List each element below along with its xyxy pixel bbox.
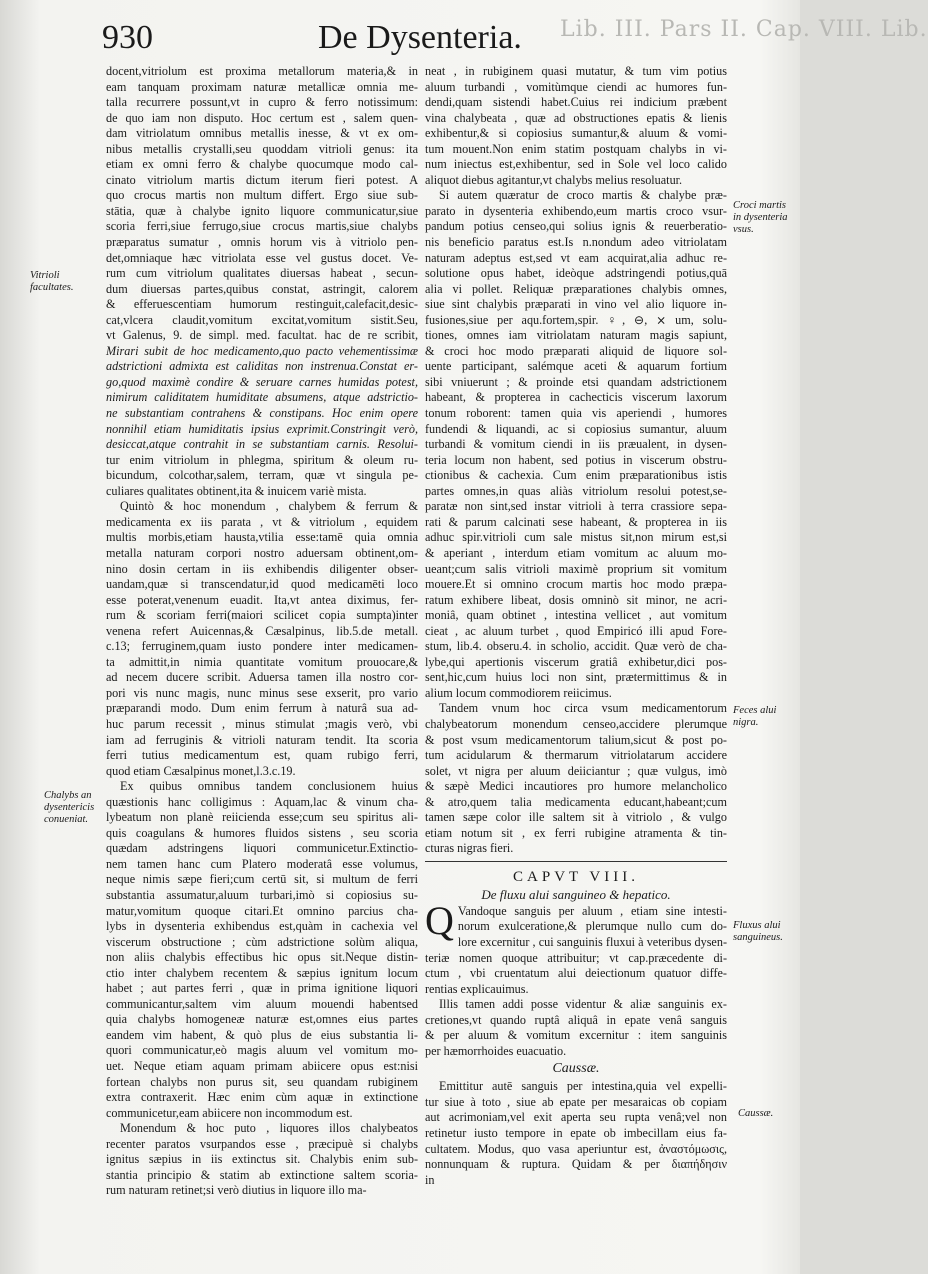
text-line: rentias explicauimus. xyxy=(425,981,529,996)
text-line: stantia principio & statim ab extinctione saltem scoria- xyxy=(106,1167,418,1182)
text-line: Tandem vnum hoc circa vsum medicamentorum xyxy=(439,701,727,716)
bleed-through-text: Lib. III. Pars II. Cap. VIII. Lib. xyxy=(560,17,928,42)
text-line: siue sint chalybis præparati in vino vel alio liquore in- xyxy=(425,297,727,312)
text-line: pori vis nunc magis, nunc minus sese exserit, pro vario xyxy=(106,685,418,700)
text-line: ueant;cum salis vitrioli maximè proprium sit vomitum xyxy=(425,561,727,576)
text-line: nimirum caliditatem humiditate absumens, atque adstrictio- xyxy=(106,390,418,405)
text-line: vina chalybeata , quæ ad obstructiones epatis & lienis xyxy=(425,110,727,125)
running-title: De Dysenteria. xyxy=(318,19,522,56)
text-line: & sæpè Medici incautiores pro humore melancholico xyxy=(425,779,727,794)
text-line: eandem vim habent, & quò plus de eius substantia li- xyxy=(106,1027,418,1042)
text-line: quia chalybs homogeneæ naturæ est,omnes eius partes xyxy=(106,1012,418,1027)
chapter-heading: CAPVT VIII. xyxy=(425,861,727,886)
text-line: Si autem quæratur de croco martis & chalybe præ- xyxy=(439,188,727,203)
chapter-intro xyxy=(425,897,727,1059)
text-line: nis beneficio paratus est.Is n.nondum adeo vitriolatam xyxy=(425,235,727,250)
text-line: Mirari subit de hoc medicamento,quo pacto vehementissimæ xyxy=(106,343,418,358)
text-line: non aliis chalybis effectibus hic opus sit.Neque distin- xyxy=(106,950,418,965)
text-line: fortean chalybs non purus sit, seu quandam rubiginem xyxy=(106,1074,418,1089)
text-line: ad necem ducere scribit. Aduersa tamen illa nostro cor- xyxy=(106,670,418,685)
text-line: communicetur,eam abiicere non incommodum est. xyxy=(106,1105,353,1120)
text-line: huc parum recessit , minus stimulat ;magis verò, vbi xyxy=(106,716,418,731)
text-line: tum mouent.Non enim statim postquam chalybs in vi- xyxy=(425,141,727,156)
text-line: exhibentur,& si copiosius sumantur,& aluum & vomi- xyxy=(425,126,727,141)
text-line: desiccat,atque contrahit in se substantiam carnis. Resolui- xyxy=(106,437,418,452)
text-line: naturam adeptus est,sed vt eam acquirat,alia adhuc re- xyxy=(425,250,727,265)
text-line: parato in dysenteria exhibendo,eum martis croco vsur- xyxy=(425,203,727,218)
text-line: iam ad ferruginis & vitrioli naturam tendit. Ita scoria xyxy=(106,732,418,747)
text-line: Ex quibus omnibus tandem conclusionem huius xyxy=(120,779,418,794)
section-text xyxy=(425,1079,727,1188)
text-line: sent,hic,cum huius loci non sint, prætermittimus & in xyxy=(425,670,727,685)
text-line: nonnunquam & ruptura. Quidam & per διαπήδησιν xyxy=(425,1157,727,1172)
margin-note-feces: Feces alui nigra. xyxy=(733,705,777,728)
text-line: habet ; aut partes ferri , quæ in prima ignitione liquori xyxy=(106,981,418,996)
margin-note-vitrioli: Vitrioli facultates. xyxy=(30,270,74,293)
text-line: Emittitur autē sanguis per intestina,quia vel expelli- xyxy=(439,1079,727,1094)
left-column xyxy=(106,64,418,1199)
text-line: & atro,quem talia medicamenta educant,habeant;cum xyxy=(425,794,727,809)
text-line: etiam notum sit , ex ferri rubigine atramenta & tin- xyxy=(425,825,727,840)
text-line: norum exulceratione,& plerumque nullo cum do- xyxy=(457,919,727,934)
text-line: aluum turbandi , vomitùmque ciendi ac humores fun- xyxy=(425,79,727,94)
text-line: nino dosin certam in iis exhibendis diligenter obser- xyxy=(106,561,418,576)
text-line: quis coagulans & humores fluidos sistens , seu scoria xyxy=(106,825,418,840)
text-line: docent,vitriolum est proxima metallorum materia,& in xyxy=(106,64,418,78)
text-line: ta admittit,in nimia quantitate vomitum prouocare,& xyxy=(106,654,418,669)
text-line: nonnihil etiam humiditatis ipsius exprimit.Constringit verò, xyxy=(106,421,418,436)
text-line: uet. Neque etiam aquam primam abiicere opus est:nisi xyxy=(106,1059,418,1073)
text-line: moniâ, quam obtinet , intestina vellicet , aut vomitum xyxy=(425,608,727,623)
text-line: vt Galenus, 9. de simpl. med. facultat. hac de re scribit, xyxy=(106,328,418,343)
text-line: cinato vitriolum martis dictum iterum fieri potest. A xyxy=(106,172,418,187)
text-line: c.13; ferruginem,quam iusto pondere inter medicamen- xyxy=(106,639,418,654)
text-line: fundendi & liquandi, ac si copiosius sumantur, aluum xyxy=(425,421,727,436)
text-line: solutione opus habet, ideòque adstringendi potius,quā xyxy=(425,266,727,281)
text-line: partes omnes,in quas aliàs vitriolum resolui potest,se- xyxy=(425,483,727,498)
text-line: nibus metallis crystalli,seu quoddam vitrioli genus: ita xyxy=(106,141,418,156)
text-line: ne substantiam contrahens & constipans. Hoc enim opere xyxy=(106,406,418,421)
section-heading: Caussæ. xyxy=(552,1061,600,1077)
text-line: rum naturam retinet;si verò diutius in liquore illo ma- xyxy=(106,1183,367,1198)
text-line: ctum , vbi cruentatum alui deiectionum quatuor diffe- xyxy=(425,966,727,981)
text-line: alium locum commodiorem reiicimus. xyxy=(425,685,612,700)
text-line: solet, vt nigra per aluum deiiciantur ; quæ vulgus, imò xyxy=(425,763,727,778)
text-line: tur enim vitriolum in phlegma, spiritum & oleum ru- xyxy=(106,452,418,467)
text-line: etiam ex omni ferro & chalybe quocumque modo cal- xyxy=(106,157,418,172)
text-line: uandam,quæ si transcendatur,id quod medicamēti loco xyxy=(106,577,418,592)
text-line: recenter paratos vsurpandos esse , præcipuè si chalybs xyxy=(106,1136,418,1151)
text-line: nem tamen hanc cum Platero moderatâ esse volumus, xyxy=(106,856,418,871)
text-line: de quo iam non disputo. Hoc certum est , salem quen- xyxy=(106,110,418,125)
text-line: matur,vomitum quoque citari.Et omnino parcius cha- xyxy=(106,903,418,918)
text-line: lybe,qui apertionis viscerum gratiâ exhibetur,dici pos- xyxy=(425,654,727,669)
text-line: ctionibus & cachexia. Cum enim præparationibus istis xyxy=(425,468,727,483)
text-line: dum diuersas partes,quibus constat, astringit, calorem xyxy=(106,281,418,296)
text-line: ctio inter chalybem recentem & sæpius ignitum locum xyxy=(106,965,418,980)
text-line: quæstionis hanc colligimus : Aquam,lac & vinum cha- xyxy=(106,794,418,809)
text-line: Monendum & hoc puto , liquores illos chalybeatos xyxy=(120,1121,418,1136)
text-line: stum, lib.4. obseru.4. in scholio, accidit. Quæ verò de cha- xyxy=(425,639,727,654)
text-line: bicundum, colcothar,salem, terram, quæ vt singula pe- xyxy=(106,468,418,483)
text-line: aliquot diebus agitantur,vt chalybs melius resoluatur. xyxy=(425,172,683,187)
text-line: retinetur iusto tempore in epate ob imbecillam eius fa- xyxy=(425,1126,727,1140)
text-line: teria locum non habent, sed potius in viscerum obstru- xyxy=(425,452,727,467)
text-line: tiones, omnes iam vitriolatam naturam magis sapiunt, xyxy=(425,328,727,343)
text-line: communicantur,saltem vim aluum mouendi habentsed xyxy=(106,996,418,1011)
text-line: tur siue à toto , siue ab epate per mesaraicas ob copiam xyxy=(425,1094,727,1109)
page-number: 930 xyxy=(102,19,153,56)
text-line: mouere.Et si omnino crocum martis hoc modo præpa- xyxy=(425,577,727,592)
text-line: aut acrimoniam,vel exit aperta seu rupta venâ;vel non xyxy=(425,1110,727,1125)
text-line: Illis tamen addi posse videntur & aliæ sanguinis ex- xyxy=(439,997,727,1012)
text-line: uente participant, salémque aceti & aquarum fortium xyxy=(425,359,727,374)
text-line: cretiones,vt quando ruptâ aliquâ in epate venâ sanguis xyxy=(425,1012,727,1027)
text-line: metalla naturam corpori nostro aduersam obtinent,om- xyxy=(106,545,418,560)
text-line: turbandi & vomitum ciendi in iis præualent, in dysen- xyxy=(425,437,727,452)
text-line: pandum potius censeo,qui solius ignis & reuerberatio- xyxy=(425,219,727,234)
text-line: ferri tutius medicamentum est, quam rubigo ferri, xyxy=(106,748,418,763)
text-line: lybeatum non planè reiicienda esse;cum seu spiritus ali- xyxy=(106,810,418,825)
text-line: dam vitriolatum omnibus metallis inesse, & vt ex om- xyxy=(106,126,418,141)
margin-note-croci: Croci martis in dysenteria vsus. xyxy=(733,200,788,235)
text-line: & efferuescentiam humorum restinguit,calefacit,desic- xyxy=(106,297,418,312)
text-line: quori communicatur,eò magis aluum vel vomitum mo- xyxy=(106,1043,418,1058)
text-line: in xyxy=(425,1172,435,1187)
margin-note-chalybs: Chalybs an dysentericis conueniat. xyxy=(44,790,95,825)
text-line: teriæ nomen quoque attribuitur; vt cap.præcedente di- xyxy=(425,950,727,965)
text-line: extra contraxerit. Hæc enim cùm aquæ in extinctione xyxy=(106,1090,418,1105)
text-line: tonum roborent: tamen quia vis aperiendi , humores xyxy=(425,406,727,421)
text-line: & aperiant , interdum etiam vomitum ac aluum mo- xyxy=(425,545,727,560)
text-line: lore excernitur , cui sanguinis fluxui à veteribus dysen- xyxy=(457,934,727,949)
text-line: paratæ non sint,sed instar vitrioli à terra crassiore sepa- xyxy=(425,499,727,514)
margin-note-fluxus: Fluxus alui sanguineus. xyxy=(733,920,783,943)
text-line: cultatem. Modus, quo vasa aperiuntur est, ἀναστόμωσις, xyxy=(425,1141,727,1156)
text-line: tamen sæpe color ille saltem sit à vitriolo , & vulgo xyxy=(425,810,727,825)
text-line: alia vi pollet. Reliquæ præparationes chalybis omnes, xyxy=(425,281,727,296)
margin-note-caussae: Caussæ. xyxy=(738,1108,774,1119)
text-line: viscerum obstructione ; cùm adstrictione solùm aliqua, xyxy=(106,934,418,949)
chapter-subheading: De fluxu alui sanguineo & hepatico. xyxy=(481,886,671,902)
text-line: substantia assumatur,aluum turbari,imò si copiosius su- xyxy=(106,887,418,902)
text-line: eam tanquam proximam naturæ metallicæ omnia me- xyxy=(106,79,418,94)
text-line: quædam adstringens liquori communicetur.Extinctio- xyxy=(106,841,418,856)
text-line: fusiones,siue per aqu.fortem,spir. ♀, ⊖, ⨯ um, solu- xyxy=(425,312,727,327)
text-line: esse poterat,venenum euadit. Ita,vt antea diximus, fer- xyxy=(106,592,418,607)
text-line: talla recurrere possunt,vt in cupro & ferro notissimum: xyxy=(106,95,418,110)
text-line: medicamenta ex iis parata , vt & vitriolum , equidem xyxy=(106,514,418,529)
text-line: chalybeatorum monendum censeo,accidere plerumque xyxy=(425,716,727,731)
text-line: det,omniaque hæc vitriolata esse vel gustus docet. Ve- xyxy=(106,250,418,265)
text-line: cturas nigras fieri. xyxy=(425,841,514,856)
text-line: quod etiam Cæsalpinus monet,l.3.c.19. xyxy=(106,763,296,778)
text-line: quo crocus martis non multum differt. Ergo siue sub- xyxy=(106,188,418,203)
right-column-text xyxy=(425,64,727,857)
text-line: rum & scoriam ferri(maiori scilicet copia sumpta)inter xyxy=(106,608,418,623)
text-line: præparatus sumatur , omnis horum vis à vitriolo pen- xyxy=(106,235,418,250)
text-line: & post vsum medicamentorum talium,sicut & post po- xyxy=(425,732,727,747)
text-line: ratum exhibere libeat, dosis omninò sit minor, ne acri- xyxy=(425,592,727,607)
text-line: neat , in rubiginem quasi mutatur, & tum vim potius xyxy=(425,64,727,78)
text-line: scoria ferri,siue ferrugo,siue crocus martis,siue chalybs xyxy=(106,219,418,234)
text-line: stātia, quæ à chalybe ignito liquore communicatur,siue xyxy=(106,203,418,218)
text-line: præparandi modo. Dum enim ferrum à naturâ sua ad- xyxy=(106,701,418,716)
text-line: Quintò & hoc monendum , chalybem & ferrum & xyxy=(120,499,418,514)
text-line: venena refert Auicennas,& Cæsalpinus, lib.5.de metall. xyxy=(106,623,418,638)
text-line: & croci hoc modo præparati aliquid de liquore sol- xyxy=(425,343,727,358)
text-line: tum acidularum & thermarum vitriolatarum accidere xyxy=(425,748,727,763)
text-line: go,quod maximè condire & seruare carnes humidas potest, xyxy=(106,374,418,389)
text-line: adhuc spir.vitrioli cum sale mistus sit,non mirum est,si xyxy=(425,530,727,545)
text-line: cieat , ac aluum turbet , quod Empiricó illi apud Fore- xyxy=(425,623,727,638)
text-line: habeant, & propterea in cachecticis viscerum laxorum xyxy=(425,390,727,405)
text-line: adstrictioni admixta est caliditas non instrenua.Constat er- xyxy=(106,359,418,374)
drop-cap: Q xyxy=(425,897,454,943)
text-line: neque nimis sæpe fieri;cum certū sit, si multum de ferri xyxy=(106,872,418,887)
text-line: num iniectus est,exhibentur, sed in Sole vel loco calido xyxy=(425,157,727,172)
text-line: culiares qualitates obtinent,ita & inuicem variè mista. xyxy=(106,483,367,498)
text-line: cat,vlcera claudit,vomitum excitat,vomitum sistit.Seu, xyxy=(106,312,418,327)
text-line: sibi vniuerunt ; & proinde etsi quandam adstrictionem xyxy=(425,374,727,389)
text-line: ignitus sæpius in iis extinctus sit. Chalybis enim sub- xyxy=(106,1152,418,1167)
text-line: dendi,quam sistendi habet.Cuius rei indicium præbent xyxy=(425,95,727,110)
right-column xyxy=(425,64,727,1188)
text-line: Vandoque sanguis per aluum , etiam sine intesti- xyxy=(457,903,727,918)
text-line: multis morbis,etiam hausta,vtilia esse:tamē quia omnia xyxy=(106,530,418,545)
text-line: per hæmorrhoides euacuatio. xyxy=(425,1043,567,1058)
text-line: rati & parum calcinati sese habeant, & propterea in iis xyxy=(425,514,727,529)
text-line: & per aluum & vomitum excernitur : item sanguinis xyxy=(425,1028,727,1043)
text-line: lybs in dysenteria exhibendus est,quàm in cachexia vel xyxy=(106,919,418,934)
text-line: rum cum vitriolum qualitates diuersas habeat , secun- xyxy=(106,266,418,281)
